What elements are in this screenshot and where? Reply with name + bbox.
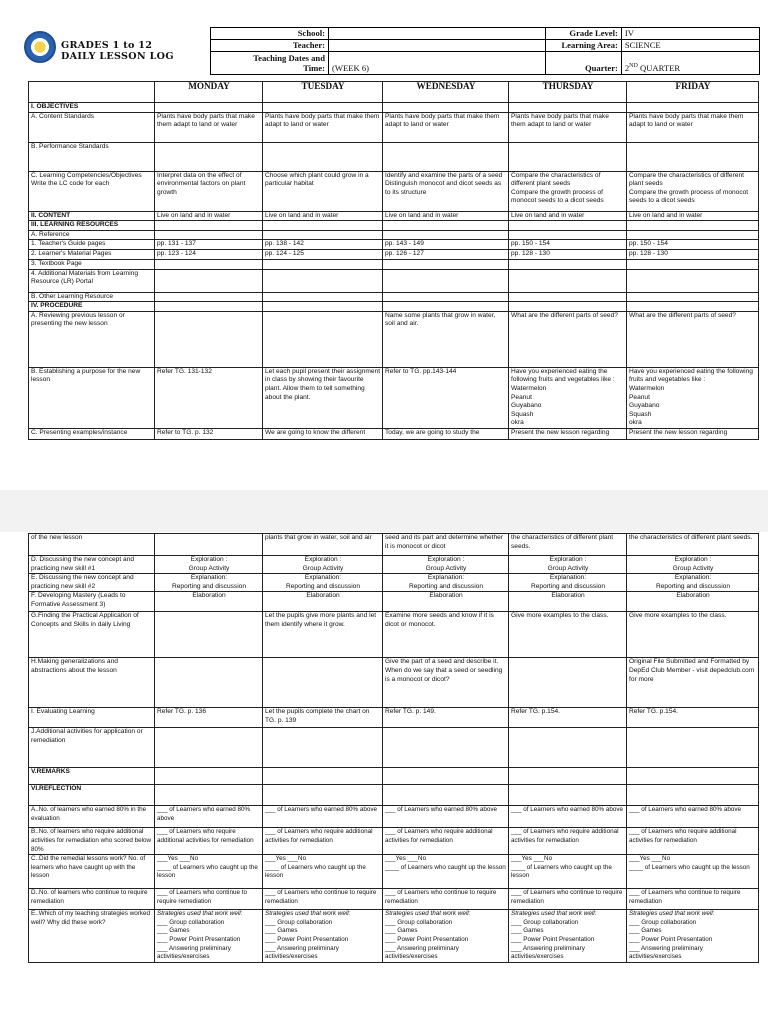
cell-friday	[627, 292, 759, 302]
row-label: J.Additional activities for application or remediation	[29, 728, 155, 768]
cell-thursday	[509, 768, 627, 785]
cell-monday: Interpret data on the effect of environmental factors on plant growth	[155, 171, 263, 211]
cell-friday: Plants have body parts that make them adapt to land or water	[627, 112, 759, 142]
cell-friday: What are the different parts of seed?	[627, 311, 759, 367]
cell-thursday	[509, 142, 627, 171]
cell-tuesday	[263, 768, 383, 785]
row-label: 3. Textbook Page	[29, 259, 155, 269]
row-label: I. Evaluating Learning	[29, 708, 155, 728]
cell-wednesday: Name some plants that grow in water, soil and air.	[383, 311, 509, 367]
page-gap	[0, 490, 768, 532]
row-label: 4. Additional Materials from Learning Resource (LR) Portal	[29, 269, 155, 292]
title-line-dll: DAILY LESSON LOG	[61, 51, 174, 62]
cell-wednesday: pp. 126 - 127	[383, 249, 509, 259]
cell-monday	[155, 103, 263, 113]
row-label: I. OBJECTIVES	[29, 103, 155, 113]
cell-thursday: pp. 128 - 130	[509, 249, 627, 259]
cell-monday: ___ of Learners who earned 80% above	[155, 806, 263, 828]
cell-monday: Exploration : Group Activity	[155, 556, 263, 574]
cell-thursday: ___ of Learners who continue to require remediation	[509, 889, 627, 910]
table-row	[29, 428, 759, 439]
cell-wednesday	[383, 103, 509, 113]
cell-friday: Refer TG. p.154.	[627, 708, 759, 728]
table-row	[29, 828, 759, 855]
cell-wednesday: ___ of Learners who continue to require remediation	[383, 889, 509, 910]
cell-tuesday	[263, 221, 383, 231]
cell-monday	[155, 302, 263, 312]
learning-area-label: Learning Area:	[546, 40, 622, 52]
cell-wednesday: Identify and examine the parts of a seed Distinguish monocot and dicot seeds as to its structure	[383, 171, 509, 211]
row-label: H.Making generalizations and abstractions about the lesson	[29, 658, 155, 708]
row-label: C. Presenting examples/instance	[29, 428, 155, 439]
cell-tuesday	[263, 292, 383, 302]
cell-wednesday	[383, 230, 509, 240]
table-row	[29, 534, 759, 556]
cell-tuesday: Let each pupil present their assignment in class by showing their favourite plant. Allow them to tell something about the plant.	[263, 367, 383, 428]
grade-level-value: IV	[621, 28, 759, 40]
cell-friday: Exploration : Group Activity	[627, 556, 759, 574]
cell-tuesday: Let the pupils complete the chart on TG. p. 139	[263, 708, 383, 728]
cell-thursday	[509, 269, 627, 292]
cell-wednesday: ___Yes ___No ____ of Learners who caught up the lesson	[383, 855, 509, 889]
table-row	[29, 556, 759, 574]
cell-friday: Live on land and in water	[627, 211, 759, 221]
cell-wednesday: Examine more seeds and know if it is dicot or monocot.	[383, 612, 509, 658]
cell-tuesday: Explanation: Reporting and discussion	[263, 574, 383, 592]
row-label: G.Finding the Practical Application of Concepts and Skills in daily Living	[29, 612, 155, 658]
cell-wednesday: Refer TG. p. 149.	[383, 708, 509, 728]
cell-monday	[155, 311, 263, 367]
cell-friday	[627, 768, 759, 785]
page-two	[0, 532, 768, 1024]
cell-wednesday	[383, 269, 509, 292]
cell-wednesday: Elaboration	[383, 592, 509, 612]
cell-friday: ___ of Learners who continue to require remediation	[627, 889, 759, 910]
table-row	[29, 612, 759, 658]
cell-tuesday: ___ of Learners who earned 80% above	[263, 806, 383, 828]
row-label: B..No. of learners who require additional activities for remediation who scored below 80%	[29, 828, 155, 855]
grade-level-label: Grade Level:	[546, 28, 622, 40]
row-label: of the new lesson	[29, 534, 155, 556]
table-row	[29, 889, 759, 910]
cell-friday: ___Yes ___No ____ of Learners who caught up the lesson	[627, 855, 759, 889]
cell-friday: the characteristics of different plant seeds.	[627, 534, 759, 556]
cell-friday	[627, 728, 759, 768]
cell-tuesday: pp. 124 - 125	[263, 249, 383, 259]
school-info-table	[210, 27, 760, 75]
table-row	[29, 768, 759, 785]
cell-wednesday	[383, 221, 509, 231]
cell-wednesday: Live on land and in water	[383, 211, 509, 221]
quarter-value: 2ND QUARTER	[621, 52, 759, 75]
cell-monday	[155, 534, 263, 556]
teacher-value	[329, 40, 546, 52]
cell-monday: Refer TG. p. 136	[155, 708, 263, 728]
cell-thursday: Elaboration	[509, 592, 627, 612]
table-row	[29, 302, 759, 312]
table-row	[29, 211, 759, 221]
row-label: III. LEARNING RESOURCES	[29, 221, 155, 231]
cell-tuesday: Exploration : Group Activity	[263, 556, 383, 574]
row-label: B. Other Learning Resource	[29, 292, 155, 302]
document-header	[24, 27, 760, 74]
cell-tuesday: We are going to know the different	[263, 428, 383, 439]
cell-monday	[155, 230, 263, 240]
cell-tuesday	[263, 302, 383, 312]
cell-friday	[627, 221, 759, 231]
cell-monday: Explanation: Reporting and discussion	[155, 574, 263, 592]
cell-thursday: Strategies used that work well: ___ Group collaboration ___ Games ___ Power Point Presentation ___ Answering preliminary activities/exercises	[509, 910, 627, 963]
teaching-dates-value: (WEEK 6)	[329, 52, 546, 75]
cell-wednesday: Today, we are going to study the	[383, 428, 509, 439]
cell-thursday: the characteristics of different plant seeds.	[509, 534, 627, 556]
table-row	[29, 855, 759, 889]
table-row	[29, 112, 759, 142]
cell-friday	[627, 785, 759, 806]
cell-friday	[627, 269, 759, 292]
cell-tuesday	[263, 658, 383, 708]
cell-friday	[627, 103, 759, 113]
cell-monday: Strategies used that work well: ___ Group collaboration ___ Games ___ Power Point Presentation ___ Answering preliminary activities/exercises	[155, 910, 263, 963]
quarter-label: Quarter:	[546, 52, 622, 75]
cell-thursday	[509, 221, 627, 231]
row-label: VI.REFLECTION	[29, 785, 155, 806]
cell-monday	[155, 259, 263, 269]
cell-tuesday: pp. 138 - 142	[263, 240, 383, 250]
cell-wednesday	[383, 768, 509, 785]
row-label: IV. PROCEDURE	[29, 302, 155, 312]
cell-monday: ___Yes ___No ____ of Learners who caught up the lesson	[155, 855, 263, 889]
cell-wednesday: Explanation: Reporting and discussion	[383, 574, 509, 592]
cell-thursday	[509, 728, 627, 768]
cell-tuesday: Choose which plant could grow in a particular habitat	[263, 171, 383, 211]
table-row	[29, 240, 759, 250]
cell-wednesday: ___ of Learners who require additional activities for remediation	[383, 828, 509, 855]
cell-wednesday: seed and its part and determine whether it is monocot or dicot	[383, 534, 509, 556]
cell-monday	[155, 785, 263, 806]
cell-tuesday: ___ of Learners who require additional activities for remediation	[263, 828, 383, 855]
cell-thursday: ___ of Learners who require additional activities for remediation	[509, 828, 627, 855]
cell-monday: ___ of Learners who continue to require remediation	[155, 889, 263, 910]
cell-thursday: pp. 150 - 154	[509, 240, 627, 250]
row-label: B. Establishing a purpose for the new lesson	[29, 367, 155, 428]
cell-friday: ___ of Learners who earned 80% above	[627, 806, 759, 828]
deped-seal-icon	[24, 31, 56, 63]
cell-thursday: What are the different parts of seed?	[509, 311, 627, 367]
row-label: A. Reviewing previous lesson or presenting the new lesson	[29, 311, 155, 367]
cell-tuesday: Elaboration	[263, 592, 383, 612]
cell-wednesday	[383, 728, 509, 768]
table-row	[29, 574, 759, 592]
cell-thursday: Give more examples to the class.	[509, 612, 627, 658]
cell-friday	[627, 302, 759, 312]
table-row	[29, 311, 759, 367]
table-row	[29, 910, 759, 963]
table-row	[29, 221, 759, 231]
cell-monday: Refer TG. 131-132	[155, 367, 263, 428]
cell-tuesday	[263, 311, 383, 367]
cell-wednesday: Refer to TG. pp.143-144	[383, 367, 509, 428]
row-label: A. Content Standards	[29, 112, 155, 142]
teaching-dates-label: Teaching Dates and Time:	[211, 52, 329, 75]
school-value	[329, 28, 546, 40]
day-header-tuesday: TUESDAY	[263, 82, 383, 103]
cell-tuesday: ___ of Learners who continue to require remediation	[263, 889, 383, 910]
cell-thursday	[509, 230, 627, 240]
cell-tuesday: Strategies used that work well: ___ Group collaboration ___ Games ___ Power Point Presentation ___ Answering preliminary activities/exercises	[263, 910, 383, 963]
row-label: D. Discussing the new concept and practicing new skill #1	[29, 556, 155, 574]
cell-wednesday: Give the part of a seed and describe it. When do we say that a seed or seedling is a monocot or dicot?	[383, 658, 509, 708]
cell-tuesday	[263, 785, 383, 806]
cell-tuesday: Live on land and in water	[263, 211, 383, 221]
table-row	[29, 292, 759, 302]
cell-wednesday	[383, 259, 509, 269]
row-label: 1. Teacher's Guide pages	[29, 240, 155, 250]
day-header-friday: FRIDAY	[627, 82, 759, 103]
cell-thursday	[509, 785, 627, 806]
cell-friday: Original File Submitted and Formatted by DepEd Club Member - visit depedclub.com for more	[627, 658, 759, 708]
row-label: 2. Learner's Material Pages	[29, 249, 155, 259]
cell-tuesday	[263, 103, 383, 113]
cell-thursday: Plants have body parts that make them adapt to land or water	[509, 112, 627, 142]
cell-thursday	[509, 103, 627, 113]
table-row	[29, 658, 759, 708]
cell-monday	[155, 728, 263, 768]
lesson-log-table-page2	[28, 533, 759, 963]
row-label: A. Reference	[29, 230, 155, 240]
cell-friday: Elaboration	[627, 592, 759, 612]
cell-tuesday: Plants have body parts that make them adapt to land or water	[263, 112, 383, 142]
cell-friday: pp. 128 - 130	[627, 249, 759, 259]
cell-tuesday	[263, 728, 383, 768]
cell-thursday: Refer TG. p.154.	[509, 708, 627, 728]
cell-friday	[627, 230, 759, 240]
school-label: School:	[211, 28, 329, 40]
cell-monday	[155, 269, 263, 292]
cell-monday: pp. 123 - 124	[155, 249, 263, 259]
row-label: B. Performance Standards	[29, 142, 155, 171]
cell-tuesday: plants that grow in water, soil and air	[263, 534, 383, 556]
table-row	[29, 785, 759, 806]
day-header-monday: MONDAY	[155, 82, 263, 103]
table-row	[29, 249, 759, 259]
cell-friday: ___ of Learners who require additional activities for remediation	[627, 828, 759, 855]
page-one	[0, 0, 768, 490]
row-label: C. Learning Competencies/Objectives Write the LC code for each	[29, 171, 155, 211]
lesson-log-table-page1	[28, 81, 759, 440]
cell-thursday: Exploration : Group Activity	[509, 556, 627, 574]
cell-wednesday	[383, 292, 509, 302]
cell-monday	[155, 612, 263, 658]
cell-thursday	[509, 302, 627, 312]
cell-thursday: Present the new lesson regarding	[509, 428, 627, 439]
table-row	[29, 269, 759, 292]
cell-monday	[155, 768, 263, 785]
table-row	[29, 367, 759, 428]
row-label: E. Discussing the new concept and practicing new skill #2	[29, 574, 155, 592]
cell-wednesday	[383, 142, 509, 171]
cell-friday: pp. 150 - 154	[627, 240, 759, 250]
day-header-wednesday: WEDNESDAY	[383, 82, 509, 103]
cell-wednesday: pp. 143 - 149	[383, 240, 509, 250]
row-label: F. Developing Mastery (Leads to Formative Assessment 3)	[29, 592, 155, 612]
table-row	[29, 259, 759, 269]
cell-monday: ___ of Learners who require additional activities for remediation	[155, 828, 263, 855]
table-row	[29, 708, 759, 728]
row-label: E..Which of my teaching strategies worked well? Why did these work?	[29, 910, 155, 963]
cell-monday: Elaboration	[155, 592, 263, 612]
cell-wednesday	[383, 302, 509, 312]
cell-friday: Compare the characteristics of different plant seeds Compare the growth process of monocot seeds to a dicot seeds	[627, 171, 759, 211]
cell-tuesday: Let the pupils give more plants and let them identify where it grow.	[263, 612, 383, 658]
table-row	[29, 142, 759, 171]
table-row	[29, 171, 759, 211]
cell-tuesday: ___Yes ___No ____ of Learners who caught up the lesson	[263, 855, 383, 889]
cell-wednesday: Exploration : Group Activity	[383, 556, 509, 574]
row-label: D..No. of learners who continue to require remediation	[29, 889, 155, 910]
cell-friday	[627, 259, 759, 269]
row-label: II. CONTENT	[29, 211, 155, 221]
cell-monday	[155, 658, 263, 708]
cell-monday: Plants have body parts that make them adapt to land or water	[155, 112, 263, 142]
cell-friday: Give more examples to the class.	[627, 612, 759, 658]
day-header-thursday: THURSDAY	[509, 82, 627, 103]
row-label: A..No. of learners who earned 80% in the evaluation	[29, 806, 155, 828]
teacher-label: Teacher:	[211, 40, 329, 52]
cell-wednesday: Plants have body parts that make them adapt to land or water	[383, 112, 509, 142]
cell-tuesday	[263, 142, 383, 171]
cell-friday: Strategies used that work well: ___ Group collaboration ___ Games ___ Power Point Presentation ___ Answering preliminary activities/exercises	[627, 910, 759, 963]
cell-thursday: Live on land and in water	[509, 211, 627, 221]
cell-monday: Refer to TG. p. 132	[155, 428, 263, 439]
cell-thursday: ___ of Learners who earned 80% above	[509, 806, 627, 828]
cell-thursday: Have you experienced eating the following fruits and vegetables like : Watermelon Peanut Guyabano Squash okra	[509, 367, 627, 428]
learning-area-value: SCIENCE	[621, 40, 759, 52]
document-title	[61, 40, 174, 62]
cell-wednesday	[383, 785, 509, 806]
cell-thursday: Compare the characteristics of different plant seeds Compare the growth process of monocot seeds to a dicot seeds	[509, 171, 627, 211]
row-label: V.REMARKS	[29, 768, 155, 785]
cell-thursday: Explanation: Reporting and discussion	[509, 574, 627, 592]
title-line-grades: GRADES 1 to 12	[61, 40, 153, 51]
cell-thursday	[509, 292, 627, 302]
day-header-row	[29, 82, 759, 103]
cell-monday	[155, 221, 263, 231]
cell-tuesday	[263, 259, 383, 269]
cell-monday	[155, 292, 263, 302]
table-row	[29, 230, 759, 240]
table-row	[29, 728, 759, 768]
table-row	[29, 103, 759, 113]
cell-friday: Have you experienced eating the following fruits and vegetables like : Watermelon Peanut Guyabano Squash okra	[627, 367, 759, 428]
cell-friday: Present the new lesson regarding	[627, 428, 759, 439]
corner-cell	[29, 82, 155, 103]
table-row	[29, 806, 759, 828]
row-label: C..Did the remedial lessons work? No. of learners who have caught up with the lesson	[29, 855, 155, 889]
cell-friday: Explanation: Reporting and discussion	[627, 574, 759, 592]
table-row	[29, 592, 759, 612]
cell-thursday: ___Yes ___No ____ of Learners who caught up the lesson	[509, 855, 627, 889]
cell-thursday	[509, 259, 627, 269]
cell-tuesday	[263, 230, 383, 240]
cell-monday: pp. 131 - 137	[155, 240, 263, 250]
cell-monday: Live on land and in water	[155, 211, 263, 221]
cell-wednesday: Strategies used that work well: ___ Group collaboration ___ Games ___ Power Point Presentation ___ Answering preliminary activities/exercises	[383, 910, 509, 963]
cell-tuesday	[263, 269, 383, 292]
cell-wednesday: ___ of Learners who earned 80% above	[383, 806, 509, 828]
cell-monday	[155, 142, 263, 171]
cell-thursday	[509, 658, 627, 708]
cell-friday	[627, 142, 759, 171]
